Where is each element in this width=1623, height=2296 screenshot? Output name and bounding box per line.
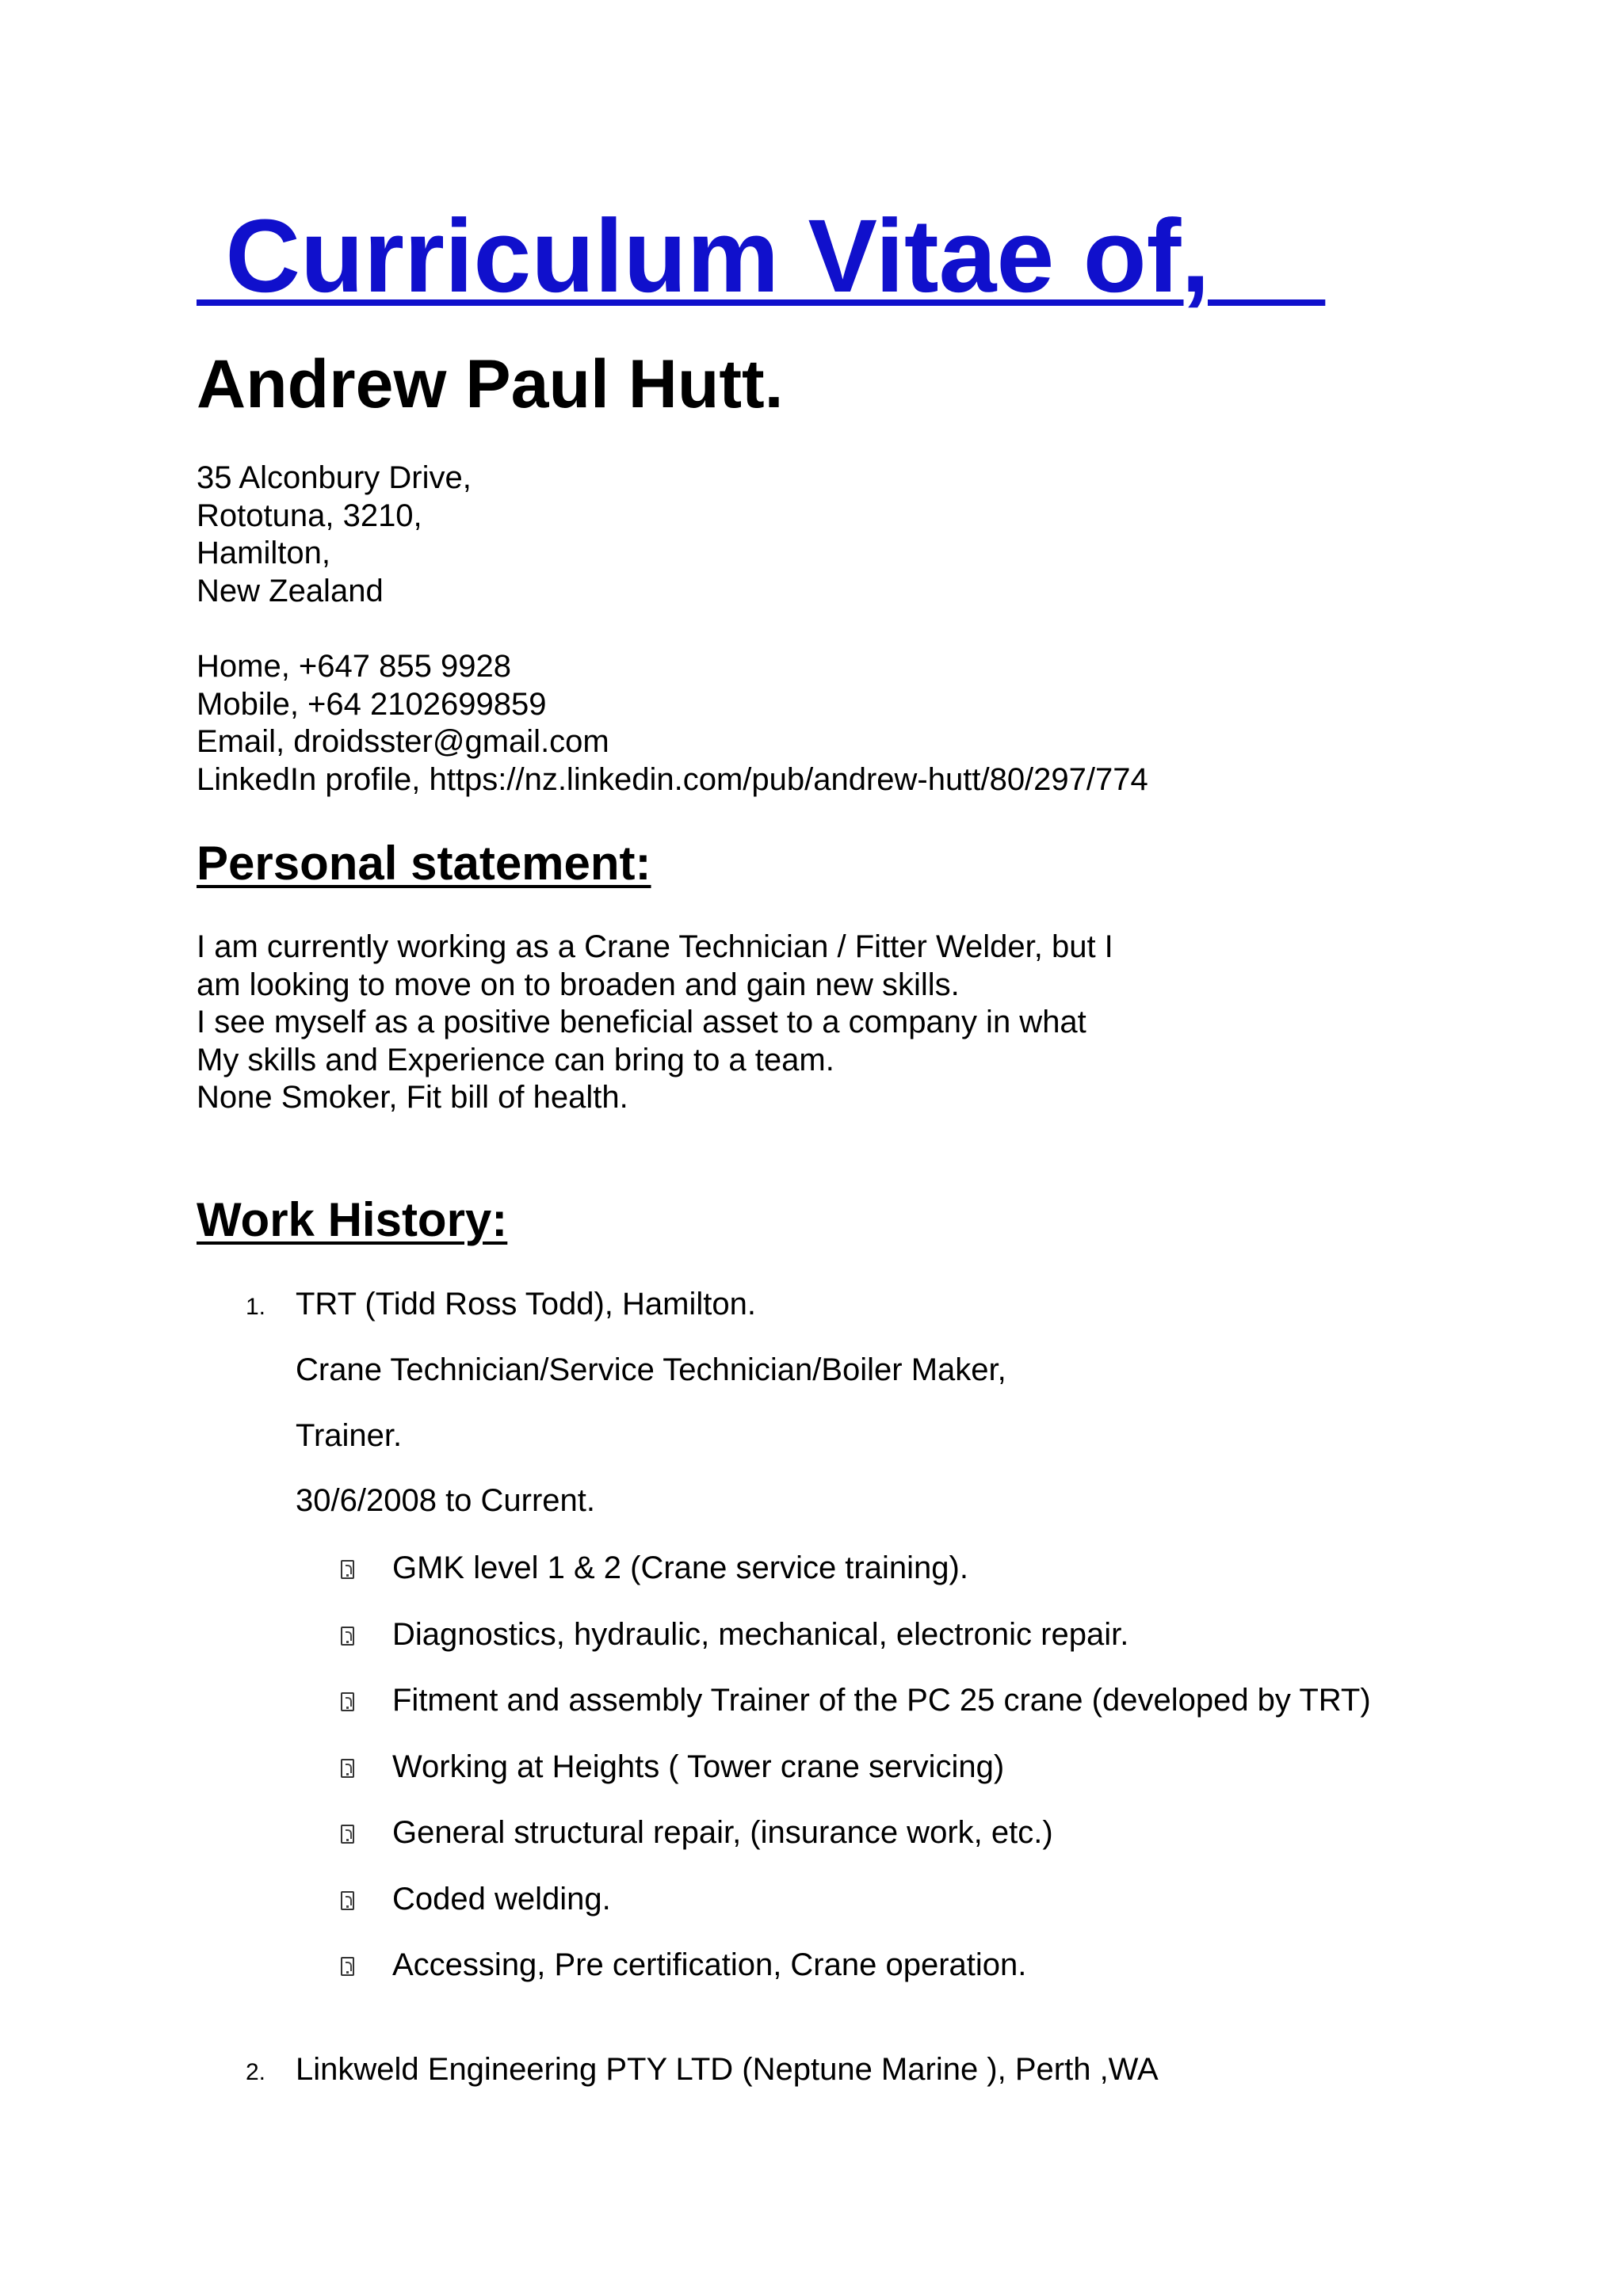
duty-text: Working at Heights ( Tower crane servicing) <box>392 1749 1005 1784</box>
job-period: 30/6/2008 to Current. <box>296 1483 596 1518</box>
missing-glyph-icon <box>341 1759 354 1778</box>
missing-glyph-icon <box>341 1891 354 1910</box>
address-line: 35 Alconbury Drive, <box>197 460 472 495</box>
duty-text: Fitment and assembly Trainer of the PC 25 crane (developed by TRT) <box>392 1683 1371 1718</box>
job-role-continued: Trainer. <box>296 1418 403 1453</box>
personal-statement-heading: Personal statement: <box>197 837 651 890</box>
email-address: Email, droidsster@gmail.com <box>197 724 609 759</box>
contact-block <box>197 648 1148 799</box>
duty-text: Accessing, Pre certification, Crane operation. <box>392 1947 1027 1982</box>
candidate-name: Andrew Paul Hutt. <box>197 346 784 422</box>
duty-text: GMK level 1 & 2 (Crane service training). <box>392 1550 968 1585</box>
job-employer: TRT (Tidd Ross Todd), Hamilton. <box>296 1287 756 1322</box>
missing-glyph-icon <box>341 1825 354 1844</box>
address-line: Hamilton, <box>197 536 330 570</box>
statement-line: I see myself as a positive beneficial asset to a company in what <box>197 1005 1086 1039</box>
job-number: 1. <box>246 1294 266 1320</box>
missing-glyph-icon <box>341 1627 354 1646</box>
cv-title: Curriculum Vitae of, <box>197 197 1326 314</box>
address-line: Rototuna, 3210, <box>197 498 422 533</box>
missing-glyph-icon <box>341 1560 354 1579</box>
personal-statement-text <box>197 929 1113 1117</box>
duty-text: Diagnostics, hydraulic, mechanical, electronic repair. <box>392 1616 1129 1652</box>
duty-text: General structural repair, (insurance work, etc.) <box>392 1815 1053 1850</box>
linkedin-profile: LinkedIn profile, https://nz.linkedin.com/pub/andrew-hutt/80/297/774 <box>197 761 1148 797</box>
mobile-phone: Mobile, +64 2102699859 <box>197 686 547 722</box>
job-number: 2. <box>246 2059 266 2085</box>
duty-text: Coded welding. <box>392 1881 611 1917</box>
address-line: New Zealand <box>197 573 384 608</box>
job-role: Crane Technician/Service Technician/Boiler Maker, <box>296 1352 1006 1387</box>
home-phone: Home, +647 855 9928 <box>197 649 511 684</box>
missing-glyph-icon <box>341 1957 354 1976</box>
statement-line: I am currently working as a Crane Technician / Fitter Welder, but I <box>197 929 1113 964</box>
job-employer: Linkweld Engineering PTY LTD (Neptune Marine ), Perth ,WA <box>296 2052 1159 2087</box>
statement-line: am looking to move on to broaden and gain new skills. <box>197 967 960 1002</box>
statement-line: My skills and Experience can bring to a team. <box>197 1042 834 1077</box>
statement-line: None Smoker, Fit bill of health. <box>197 1080 628 1115</box>
missing-glyph-icon <box>341 1692 354 1711</box>
work-history-heading: Work History: <box>197 1193 508 1246</box>
address-block <box>197 460 472 610</box>
